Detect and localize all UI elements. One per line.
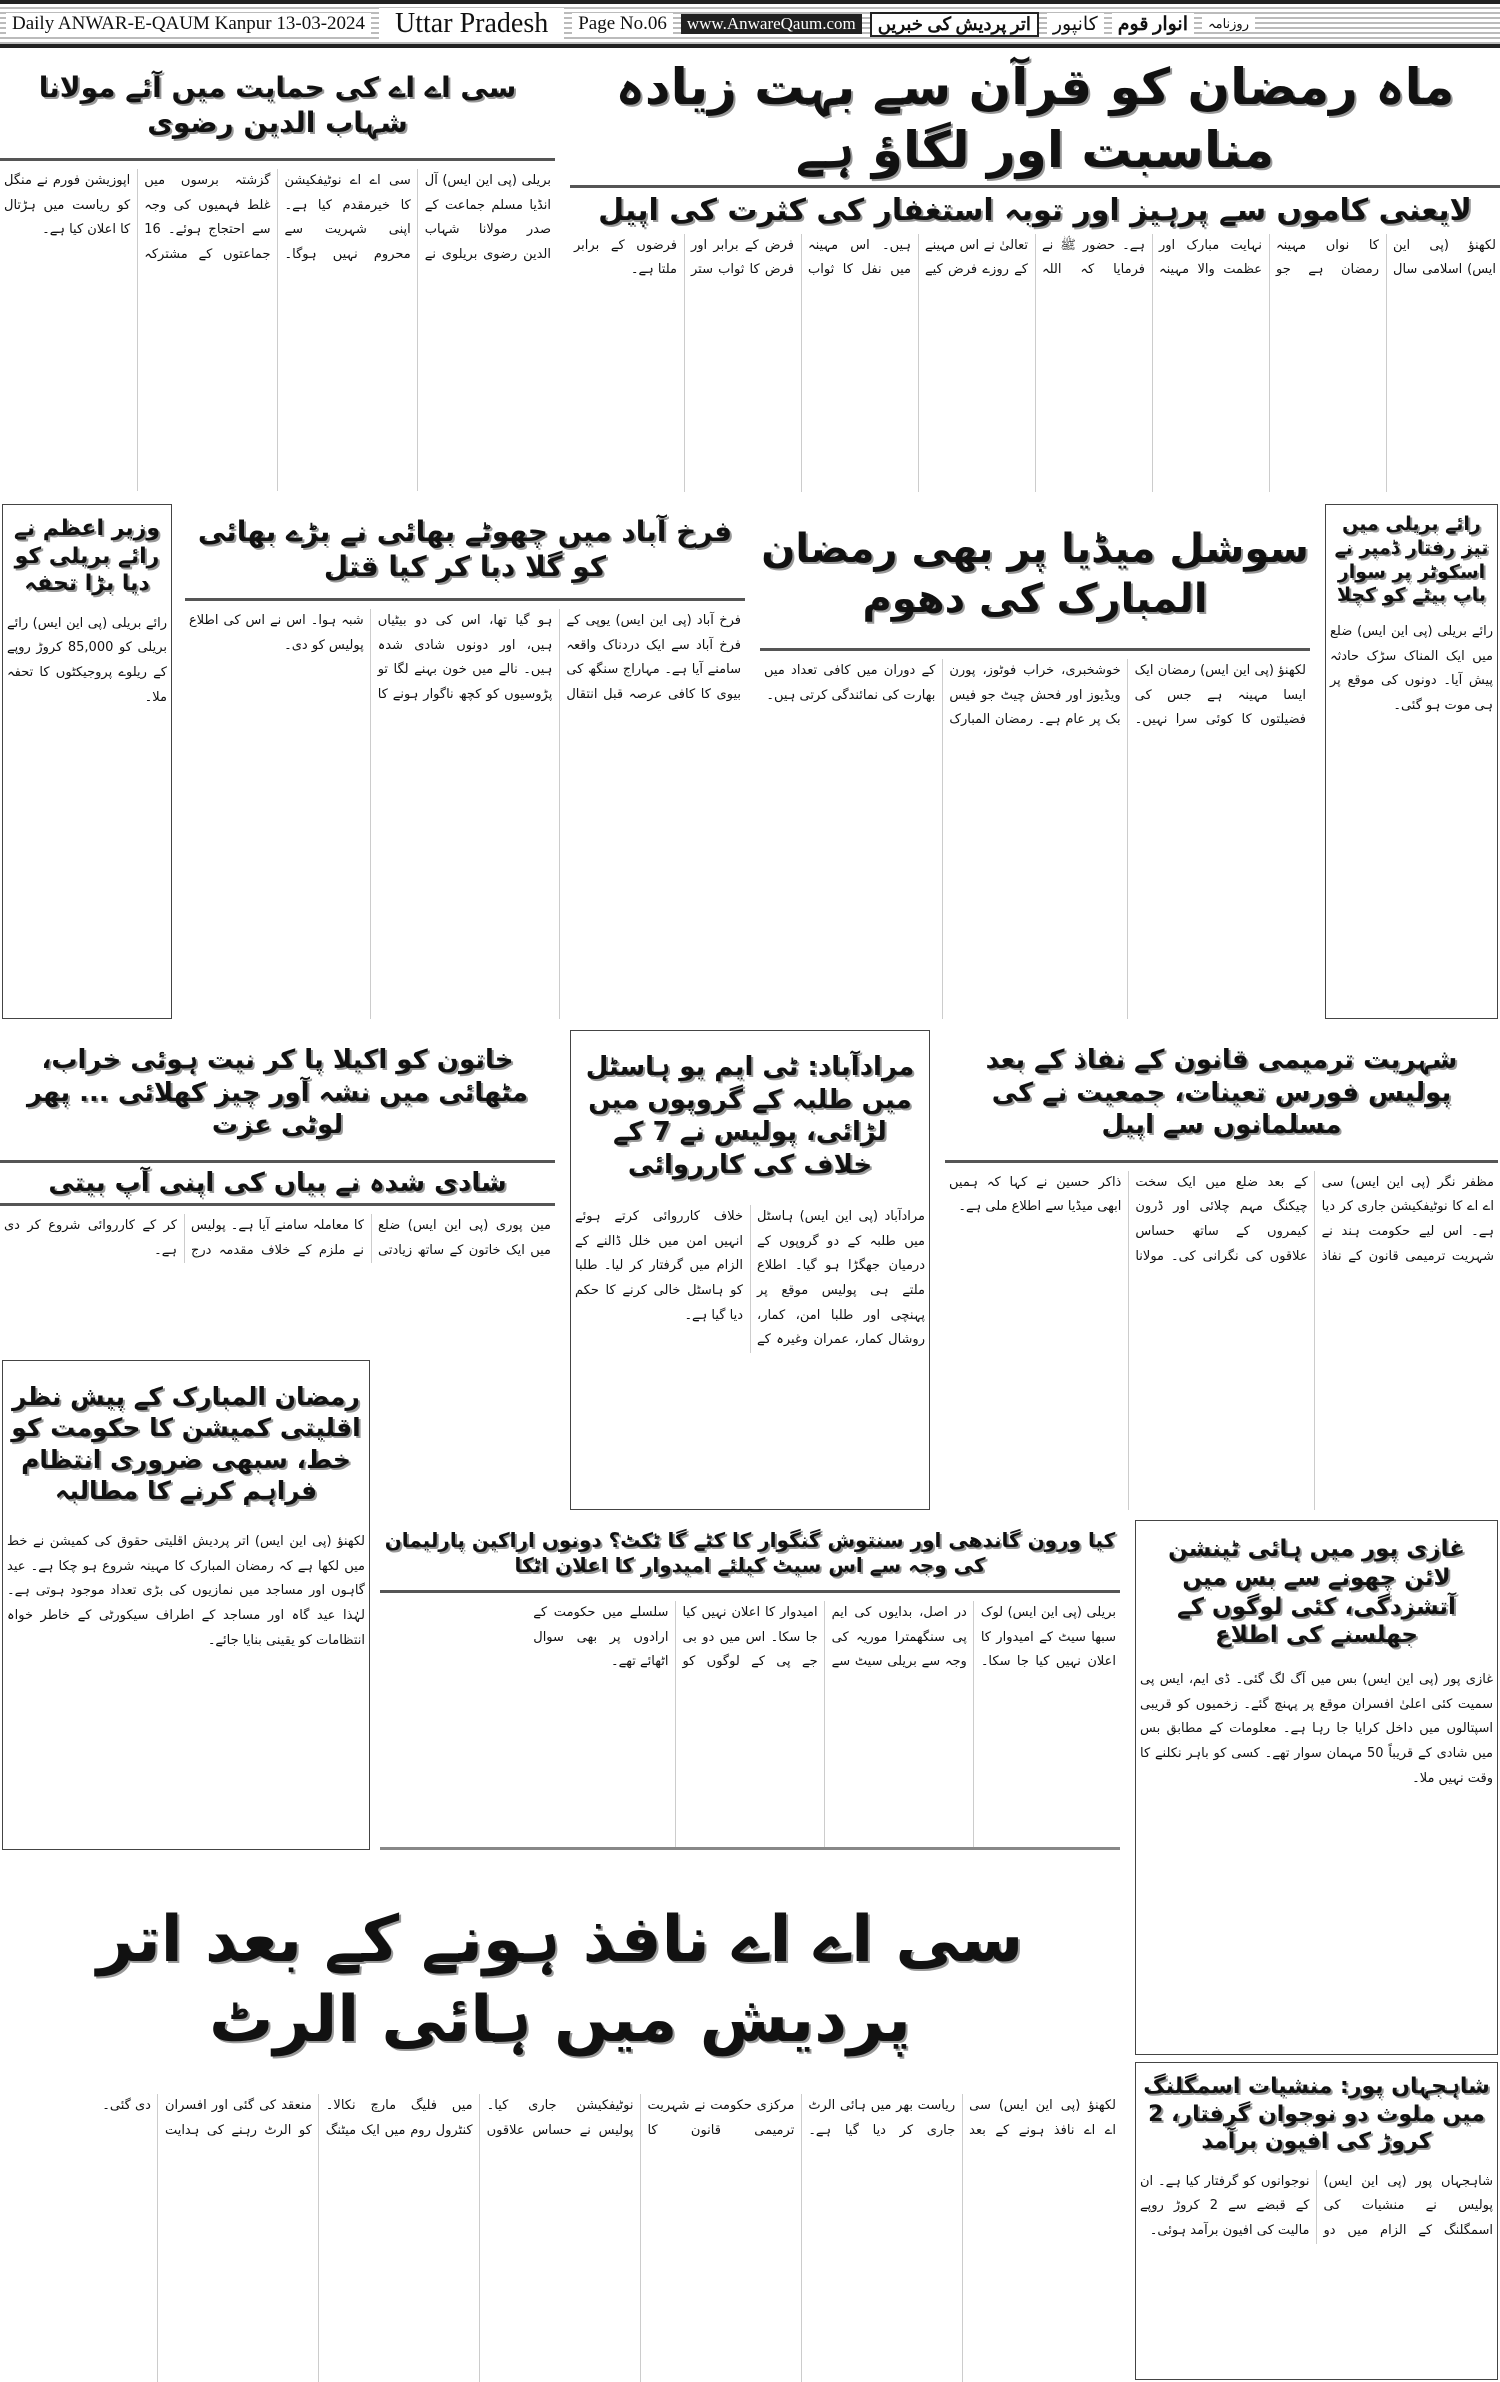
article-body: شاہجہاں پور (پی این ایس) پولیس نے منشیات کی اسمگلنگ کے الزام میں دو نوجوانوں کو گرفتار کیا ہے۔ ان کے قبضے سے 2 کروڑ روپے مالیت کی افیون برآمد ہوئی۔ [1140, 2173, 1493, 2238]
article-varun-gandhi [380, 1520, 1120, 1850]
headline: شاہجہاں پور: منشیات اسمگلنگ میں ملوث دو نوجوان گرفتار، 2 کروڑ کی افیون برآمد [1143, 2074, 1490, 2154]
headline: رمضان المبارک کے پیش نظر اقلیتی کمیشن کا حکومت کو خط، سبھی ضروری انتظام فراہم کرنے کا مطالبہ [11, 1382, 361, 1505]
article-pm-raebareli [2, 504, 172, 1019]
masthead [0, 0, 1500, 48]
paper-logo: انوار قوم [1112, 13, 1194, 36]
section-title: اتر پردیش کی خبریں [870, 12, 1039, 37]
article-body: لکھنؤ (پی این ایس) رمضان ایک ایسا مہینہ ہے جس کی فضیلتوں کا کوئی سرا نہیں۔ خوشخبری، خراب فوٹوز، پورن ویڈیوز اور فحش چیٹ جو فیس بک پر عام ہے۔ رمضان المبارک کے دوران میں کافی تعداد میں بھارت کی نمائندگی کرتی ہیں۔ [764, 663, 1306, 728]
headline: رائے بریلی میں تیز رفتار ڈمپر نے اسکوٹر پر سوار باپ بیٹے کو کچلا [1334, 513, 1489, 607]
article-body: لکھنؤ (پی این ایس) اسلامی سال کا نواں مہینہ رمضان ہے جو نہایت مبارک اور عظمت والا مہینہ ہے۔ حضور ﷺ نے فرمایا کہ اللہ تعالیٰ نے اس مہینے کے روزے فرض کیے ہیں۔ اس مہینہ میں نفل کا ثواب فرض کے برابر اور فرض کا ثواب ستر فرضوں کے برابر ملتا ہے۔ [574, 237, 1496, 278]
subheadline: لایعنی کاموں سے پرہیز اور توبہ استغفار کی کثرت کی اپیل [598, 193, 1472, 228]
article-citizenship-police [945, 1030, 1498, 1510]
article-body: بریلی (پی این ایس) لوک سبھا سیٹ کے امیدوار کا اعلان نہیں کیا جا سکا۔ در اصل، بدایوں کی ایم پی سنگھمترا موریہ کی وجہ سے بریلی سیٹ سے امیدوار کا اعلان نہیں کیا جا سکا۔ اس میں دو بی جے پی کے لوگوں کو سلسلے میں حکومت کے ارادوں پر بھی سوال اٹھائے تھے۔ [533, 1605, 1116, 1670]
article-minority-commission [2, 1360, 370, 1850]
headline: کیا ورون گاندھی اور سنتوش گنگوار کا کٹے گا ٹکٹ؟ دونوں اراکین پارلیمان کی وجہ سے اس سیٹ کیلئے امیدوار کا اعلان اٹکا [384, 1528, 1116, 1577]
headline: مرادآباد: ٹی ایم یو ہاسٹل میں طلبہ کے گروپوں میں لڑائی، پولیس نے 7 کے خلاف کی کارروائی [585, 1052, 915, 1180]
article-shahabuddin [0, 56, 555, 492]
article-khatoon [0, 1030, 555, 1350]
headline: سی اے اے کی حمایت میں آئے مولانا شہاب الدین رضوی [38, 71, 517, 139]
article-caa-high-alert [0, 1860, 1120, 2382]
headline: شہریت ترمیمی قانون کے نفاذ کے بعد پولیس فورس تعینات، جمعیت نے کی مسلمانوں سے اپیل [985, 1045, 1458, 1140]
headline: وزیر اعظم نے رائے بریلی کو دیا بڑا تحفہ [13, 516, 160, 596]
headline: ماہ رمضان کو قرآن سے بہت زیادہ مناسبت اور لگاؤ ہے [615, 58, 1455, 179]
article-moradabad [570, 1030, 930, 1510]
article-body: فرخ آباد (پی این ایس) یوپی کے فرخ آباد سے ایک دردناک واقعہ سامنے آیا ہے۔ مہاراج سنگھ کی بیوی کا کافی عرصہ قبل انتقال ہو گیا تھا، اس کی دو بیٹیاں ہیں، اور دونوں شادی شدہ ہیں۔ نالے میں خون بہنے لگا تو پڑوسیوں کو کچھ ناگوار ہونے کا شبہ ہوا۔ اس نے اس کی اطلاع پولیس کو دی۔ [189, 613, 741, 703]
headline: سوشل میڈیا پر بھی رمضان المبارک کی دھوم [761, 526, 1309, 622]
article-body: رائے بریلی (پی این ایس) ضلع میں ایک المناک سڑک حادثہ پیش آیا۔ دونوں کی موقع پر ہی موت ہو گئی۔ [1330, 624, 1493, 714]
article-shahjahanpur [1135, 2062, 1498, 2380]
article-body: لکھنؤ (پی این ایس) سی اے اے نافذ ہونے کے بعد ریاست بھر میں ہائی الرٹ جاری کر دیا گیا ہے۔ مرکزی حکومت نے شہریت ترمیمی قانون کا نوٹیفکیشن جاری کیا۔ پولیس نے حساس علاقوں میں فلیگ مارچ نکالا۔ کنٹرول روم میں ایک میٹنگ منعقد کی گئی اور افسران کو الرٹ رہنے کی ہدایت دی گئی۔ [102, 2098, 1116, 2138]
article-body: لکھنؤ (پی این ایس) اتر پردیش اقلیتی حقوق کی کمیشن نے خط میں لکھا ہے کہ رمضان المبارک کا مہینہ شروع ہو چکا ہے۔ عید گاہوں اور مساجد میں نمازیوں کی بڑی تعداد موجود ہوتی ہے۔ لہٰذا عید گاہ اور مساجد کے اطراف سیکورٹی کے خاطر خواہ انتظامات کو یقینی بنایا جائے۔ [7, 1534, 365, 1648]
masthead-date: Daily ANWAR-E-QAUM Kanpur 13-03-2024 [6, 13, 371, 35]
article-social-media [760, 504, 1310, 1019]
article-body: مین پوری (پی این ایس) ضلع میں ایک خاتون کے ساتھ زیادتی کا معاملہ سامنے آیا ہے۔ پولیس نے ملزم کے خلاف مقدمہ درج کر کے کارروائی شروع کر دی ہے۔ [4, 1218, 551, 1258]
article-body: بریلی (پی این ایس) آل انڈیا مسلم جماعت کے صدر مولانا شہاب الدین رضوی بریلوی نے سی اے اے نوٹیفکیشن کا خیرمقدم کیا ہے۔ اپنی شہریت سے محروم نہیں ہوگا۔ گزشتہ برسوں میں غلط فہمیوں کی وجہ سے احتجاج ہوئے۔ 16 جماعتوں کے مشترکہ اپوزیشن فورم نے منگل کو ریاست میں ہڑتال کا اعلان کیا ہے۔ [4, 173, 551, 263]
headline: سی اے اے نافذ ہونے کے بعد اتر پردیش میں ہائی الرٹ [96, 1903, 1024, 2057]
website-link[interactable]: www.AnwareQaum.com [681, 14, 862, 34]
article-body: رائے بریلی (پی این ایس) رائے بریلی کو 85,000 کروڑ روپے کے ریلوے پروجیکٹوں کا تحفہ ملا۔ [7, 615, 167, 705]
article-body: مظفر نگر (پی این ایس) سی اے اے کا نوٹیفکیشن جاری کر دیا ہے۔ اس لیے حکومت ہند نے شہریت ترمیمی قانون کے نفاذ کے بعد ضلع میں ایک سخت چیکنگ مہم چلائی اور ڈرون کیمروں کے ساتھ حساس علاقوں کی نگرانی کی۔ مولانا ذاکر حسین نے کہا کہ ہمیں ابھی میڈیا سے اطلاع ملی ہے۔ [949, 1174, 1494, 1264]
article-body: مرادآباد (پی این ایس) ہاسٹل میں طلبہ کے دو گروپوں کے درمیان جھگڑا ہو گیا۔ اطلاع ملتے ہی پولیس موقع پر پہنچی اور طلبا امن، کمار، روشال کمار، عمران وغیرہ کے خلاف کارروائی کرتے ہوئے انہیں امن میں خلل ڈالنے کے الزام میں گرفتار کر لیا۔ طلبا کو ہاسٹل خالی کرنے کا حکم دیا گیا ہے۔ [575, 1209, 925, 1348]
subheadline: شادی شدہ نے بیاں کی اپنی آپ بیتی [48, 1167, 507, 1198]
article-farrukhabad [185, 504, 745, 1019]
headline: خاتون کو اکیلا پا کر نیت ہوئی خراب، مٹھائی میں نشہ آور چیز کھلائی ... پھر لوٹی عزت [26, 1045, 529, 1140]
city: کانپور [1047, 13, 1104, 36]
masthead-region: Uttar Pradesh [379, 8, 564, 40]
article-body: غازی پور (پی این ایس) بس میں آگ لگ گئی۔ ڈی ایم، ایس پی سمیت کئی اعلیٰ افسران موقع پر پہنچ گئے۔ زخمیوں کو قریبی اسپتالوں میں داخل کرایا جا رہا ہے۔ معلومات کے مطابق بس میں شادی کے قریباً 50 مہمان سوار تھے۔ کسی کو باہر نکلنے کا وقت نہیں ملا۔ [1140, 1672, 1493, 1786]
article-ghazipur [1135, 1520, 1498, 2055]
article-raebareli-scooter [1325, 504, 1498, 1019]
headline: فرخ آباد میں چھوٹے بھائی نے بڑے بھائی کو گلا دبا کر کیا قتل [197, 515, 733, 583]
page-number: Page No.06 [572, 13, 673, 35]
headline: غازی پور میں ہائی ٹینشن لائن چھونے سے بس میں آتشزدگی، کئی لوگوں کے جھلسنے کی اطلاع [1168, 1536, 1465, 1649]
daily-label: روزنامہ [1202, 16, 1255, 32]
article-ramzan-quran [570, 56, 1500, 492]
